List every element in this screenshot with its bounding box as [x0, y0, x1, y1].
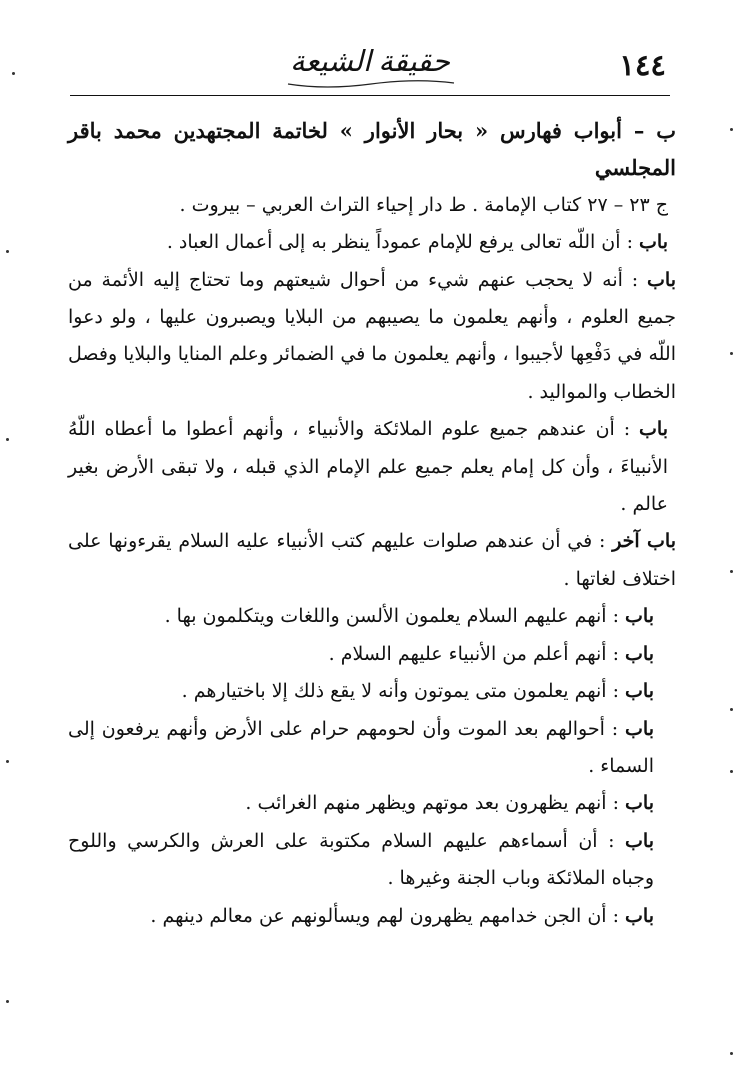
- entry-9: [68, 785, 676, 822]
- scan-speck: [6, 760, 9, 763]
- entry-7: [68, 673, 676, 710]
- entry-separator: :: [614, 418, 640, 441]
- entry-text: أنهم يعلمون متى يموتون وأنه لا يقع ذلك إلا باختيارهم .: [181, 680, 607, 703]
- scan-speck: [12, 72, 15, 75]
- entry-3: [68, 411, 676, 523]
- scan-speck: [730, 708, 733, 711]
- entry-label: باب آخر: [612, 530, 677, 553]
- entry-6: [68, 636, 676, 673]
- scan-speck: [730, 352, 733, 355]
- scan-speck: [730, 570, 733, 573]
- entry-text: أن عندهم جميع علوم الملائكة والأنبياء ، وأنهم أعطوا ما أعطاه اللّهُ الأنبياءَ ، وأن كل إمام يعلم جميع علم الإمام الذي قبله ، ولا تبقى الأرض بغير عالم .: [68, 418, 668, 516]
- scan-speck: [6, 250, 9, 253]
- entry-label: باب: [625, 717, 655, 740]
- entry-11: [68, 898, 676, 935]
- page-body: [68, 112, 676, 935]
- title-ornament: [286, 78, 456, 90]
- entry-separator: :: [606, 605, 626, 628]
- entry-separator: :: [606, 680, 626, 703]
- entry-label: باب: [625, 829, 654, 852]
- entry-text: أن أسماءهم عليهم السلام مكتوبة على العرش والكرسي واللوح وجباه الملائكة وباب الجنة وغيرها .: [68, 829, 654, 890]
- entry-text: أنهم عليهم السلام يعلمون الألسن واللغات ويتكلمون بها .: [164, 605, 607, 628]
- header-rule: [70, 95, 670, 96]
- page-header: [70, 38, 670, 96]
- entry-label: باب: [625, 605, 654, 628]
- entry-label: باب: [625, 904, 654, 927]
- entry-separator: :: [592, 530, 613, 553]
- entry-8: [68, 711, 676, 786]
- scan-speck: [6, 1000, 9, 1003]
- section-source: ج ٢٣ – ٢٧ كتاب الإمامة . ط دار إحياء التراث العربي – بيروت .: [179, 193, 668, 216]
- section-heading: ب – أبواب فهارس « بحار الأنوار » لخاتمة المجتهدين محمد باقر المجلسي: [68, 118, 676, 181]
- entry-separator: :: [606, 904, 626, 927]
- entry-text: في أن عندهم صلوات عليهم كتب الأنبياء عليه السلام يقرءونها على اختلاف لغاتها .: [68, 530, 676, 590]
- entry-label: باب: [625, 642, 654, 665]
- scan-speck: [730, 770, 733, 773]
- entry-text: أنهم يظهرون بعد موتهم ويظهر منهم الغرائب .: [245, 792, 607, 815]
- entry-label: باب: [639, 231, 668, 254]
- entry-text: أن اللّه تعالى يرفع للإمام عموداً ينظر به إلى أعمال العباد .: [166, 231, 621, 254]
- entry-text: أن الجن خدامهم يظهرون لهم ويسألونهم عن معالم دينهم .: [150, 904, 607, 927]
- entry-separator: :: [597, 829, 626, 852]
- scan-speck: [6, 438, 9, 441]
- entry-separator: :: [620, 231, 640, 254]
- entry-text: أحوالهم بعد الموت وأن لحومهم حرام على الأرض وأنهم يرفعون إلى السماء .: [68, 717, 654, 777]
- running-title: حقيقة الشيعة: [290, 46, 450, 78]
- scan-speck: [730, 128, 733, 131]
- entry-separator: :: [606, 642, 626, 665]
- entry-label: باب: [639, 418, 669, 441]
- entry-separator: :: [606, 792, 626, 815]
- entry-separator: :: [622, 268, 648, 291]
- entry-label: باب: [647, 268, 677, 291]
- entry-text: أنه لا يحجب عنهم شيء من أحوال شيعتهم وما تحتاج إليه الأئمة من جميع العلوم ، وأنهم يعلمون ما يصيبهم من البلايا ويصبرون عليها ، ولو دعوا اللّه في دَفْعِها لأجيبوا ، وأنهم يعلمون ما في الضمائر وعلم المنايا والبلايا وفصل الخطاب والمواليد .: [68, 268, 676, 403]
- scan-speck: [730, 1052, 733, 1055]
- entry-label: باب: [625, 680, 654, 703]
- page-number: ١٤٤: [619, 48, 666, 82]
- entry-1: [68, 224, 676, 261]
- entry-4: [68, 523, 676, 598]
- entry-text: أنهم أعلم من الأنبياء عليهم السلام .: [328, 642, 607, 665]
- entry-5: [68, 598, 676, 635]
- entry-separator: :: [604, 717, 626, 740]
- entry-2: [68, 262, 676, 412]
- entry-label: باب: [625, 792, 654, 815]
- entry-10: [68, 823, 676, 898]
